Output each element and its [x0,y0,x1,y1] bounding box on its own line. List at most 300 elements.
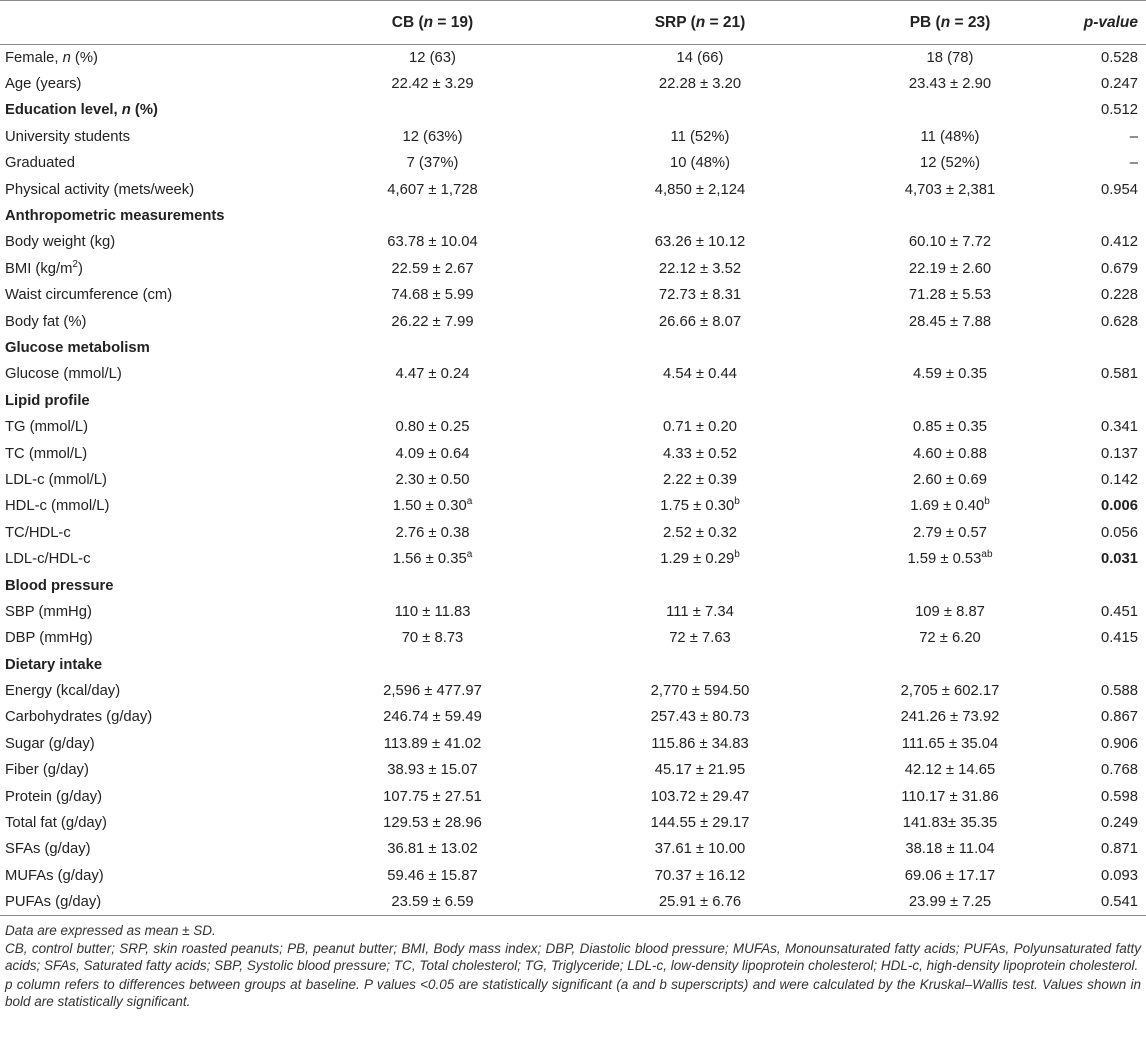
row-label-text: Carbohydrates (g/day) [5,709,153,726]
section-header-row [0,203,1146,229]
table-footnotes [0,916,1146,1010]
cell-p-value-text: 0.598 [1100,788,1138,805]
row-label-text: Dietary intake [5,656,103,673]
row-label-text: BMI (kg/m [5,260,73,277]
table-row [0,757,1146,783]
cell-p-value-text: 0.056 [1100,524,1138,541]
cell-pb-value: 22.19 ± 2.60 [908,260,992,277]
row-label [0,810,290,836]
cell-srp-value: 144.55 ± 29.17 [650,815,750,832]
cell-srp [575,678,825,704]
row-label-text: LDL-c (mmol/L) [5,471,107,488]
cell-pb-value: 12 (52%) [919,155,981,172]
cell-pb [825,783,1075,809]
row-label-text: Glucose metabolism [5,339,150,356]
row-label-text: Female, [5,49,63,66]
cell-p-value-text: 0.247 [1100,76,1138,93]
table-row [0,863,1146,889]
cell-cb-value: 113.89 ± 41.02 [383,735,482,752]
cell-cb [290,256,575,282]
cell-cb [290,388,575,414]
row-label-suffix: (%) [130,102,158,119]
cell-srp [575,440,825,466]
cell-pb [825,71,1075,97]
cell-pb-value: 2.60 ± 0.69 [913,471,987,488]
header-label-cell [0,1,290,45]
cell-p-value [1075,203,1146,229]
cell-p-value-text: 0.588 [1100,683,1138,700]
cell-srp-value: 72 ± 7.63 [669,630,731,647]
cell-srp-value: 1.29 ± 0.29 [660,551,735,568]
cell-pb-value: 4,703 ± 2,381 [904,181,996,198]
cell-srp [575,572,825,598]
cell-pb [825,335,1075,361]
cell-cb [290,335,575,361]
cell-srp [575,229,825,255]
cell-pb-value: 0.85 ± 0.35 [913,419,987,436]
cell-pb [825,731,1075,757]
cell-srp [575,863,825,889]
cell-pb [825,863,1075,889]
row-label-text: MUFAs (g/day) [5,867,104,884]
cell-srp [575,493,825,519]
row-label-text: Waist circumference (cm) [5,287,173,304]
cell-p-value [1075,731,1146,757]
cell-srp-value: 2.22 ± 0.39 [663,471,737,488]
section-header-row [0,335,1146,361]
cell-srp-value: 103.72 ± 29.47 [650,788,750,805]
table-row [0,150,1146,176]
cell-srp [575,335,825,361]
cell-p-value-text: 0.867 [1100,709,1138,726]
row-label [0,229,290,255]
row-label [0,625,290,651]
cell-p-value [1075,176,1146,202]
cell-p-value-text: – [1129,128,1138,145]
section-header-row [0,388,1146,414]
cell-p-value [1075,124,1146,150]
cell-cb-value: 107.75 ± 27.51 [383,788,482,805]
row-label-text: Total fat (g/day) [5,815,107,832]
cell-cb-value: 2.30 ± 0.50 [395,471,470,488]
cell-cb-superscript: a [466,549,473,561]
cell-srp [575,71,825,97]
section-header-row [0,572,1146,598]
cell-pb-value: 1.69 ± 0.40 [910,498,985,515]
cell-cb-value: 12 (63%) [402,128,463,145]
cell-cb [290,493,575,519]
cell-p-value [1075,704,1146,730]
cell-p-value [1075,599,1146,625]
row-label-text: LDL-c/HDL-c [5,551,91,568]
cell-p-value-text: 0.415 [1100,630,1138,647]
cell-cb [290,704,575,730]
row-label-text: Body fat (%) [5,313,87,330]
row-label [0,651,290,677]
cell-cb-value: 22.42 ± 3.29 [391,76,474,93]
cell-pb [825,440,1075,466]
cell-srp-value: 45.17 ± 21.95 [654,762,746,779]
row-label [0,45,290,71]
cell-p-value-text: 0.581 [1100,366,1138,383]
row-label-text: University students [5,128,131,145]
cell-p-value [1075,97,1146,123]
cell-p-value [1075,308,1146,334]
cell-p-value [1075,572,1146,598]
row-label [0,836,290,862]
cell-p-value-text: 0.093 [1100,867,1138,884]
cell-p-value [1075,546,1146,572]
cell-pb [825,493,1075,519]
cell-srp [575,45,825,71]
cell-pb-value: 23.43 ± 2.90 [908,76,992,93]
cell-pb [825,388,1075,414]
table-body [0,45,1146,916]
section-header-row [0,651,1146,677]
cell-pb-superscript: ab [981,549,993,561]
cell-pb [825,361,1075,387]
cell-cb-value: 12 (63) [409,49,456,66]
cell-p-value-text: 0.871 [1100,841,1138,858]
cell-cb-value: 4.47 ± 0.24 [395,366,470,383]
cell-srp-value: 4,850 ± 2,124 [654,181,746,198]
table-row [0,176,1146,202]
cell-pb [825,414,1075,440]
cell-pb-value: 42.12 ± 14.65 [904,762,996,779]
cell-srp-value: 2,770 ± 594.50 [650,683,750,700]
table-row [0,282,1146,308]
row-label-text: Age (years) [5,76,82,93]
cell-cb-value: 2,596 ± 477.97 [383,683,482,700]
cell-p-value-text: 0.451 [1100,603,1138,620]
cell-p-value [1075,282,1146,308]
cell-pb [825,282,1075,308]
cell-pb-value: 2.79 ± 0.57 [913,524,987,541]
cell-p-value-text: – [1129,155,1138,172]
cell-pb-value: 28.45 ± 7.88 [908,313,992,330]
table-header-row [0,1,1146,45]
row-label-text: Energy (kcal/day) [5,683,121,700]
cell-srp [575,783,825,809]
table-row [0,810,1146,836]
cell-pb [825,625,1075,651]
row-label-text: Body weight (kg) [5,234,116,251]
row-label-text: TC (mmol/L) [5,445,88,462]
cell-cb [290,810,575,836]
cell-srp [575,520,825,546]
cell-p-value [1075,361,1146,387]
cell-pb [825,256,1075,282]
row-label [0,335,290,361]
cell-srp [575,176,825,202]
section-header-row [0,97,1146,123]
cell-srp [575,282,825,308]
cell-srp-value: 4.54 ± 0.44 [663,366,737,383]
row-label [0,572,290,598]
cell-p-value [1075,493,1146,519]
cell-cb [290,546,575,572]
cell-srp [575,388,825,414]
row-label [0,203,290,229]
row-label [0,493,290,519]
row-label [0,757,290,783]
cell-srp-superscript: b [734,549,740,561]
cell-pb [825,150,1075,176]
cell-pb [825,599,1075,625]
cell-p-value [1075,467,1146,493]
row-label-text: Protein (g/day) [5,788,103,805]
footnote-p-values: p column refers to differences between groups at baseline. P values <0.05 are statistically significant (a and b superscripts) and were calculated by the Kruskal–Wallis test. Values shown in bold are statistically significant. [5,976,1141,1009]
cell-p-value-text: 0.137 [1100,445,1138,462]
cell-cb-value: 26.22 ± 7.99 [391,313,474,330]
table-row [0,467,1146,493]
row-label [0,282,290,308]
cell-pb-superscript: b [984,496,990,508]
cell-pb-value: 38.18 ± 11.04 [905,841,995,858]
cell-pb-value: 18 (78) [926,49,974,66]
row-label-text: TC/HDL-c [5,524,71,541]
cell-cb-value: 4,607 ± 1,728 [387,181,478,198]
cell-cb-value: 4.09 ± 0.64 [395,445,470,462]
cell-pb-value: 110.17 ± 31.86 [901,788,999,805]
table-row [0,731,1146,757]
cell-p-value [1075,45,1146,71]
cell-cb-value: 1.56 ± 0.35 [392,551,467,568]
cell-pb [825,889,1075,915]
cell-cb-value: 110 ± 11.83 [394,603,471,620]
cell-cb [290,889,575,915]
cell-srp [575,361,825,387]
cell-srp-value: 26.66 ± 8.07 [658,313,742,330]
row-label [0,361,290,387]
table-row [0,493,1146,519]
cell-pb [825,467,1075,493]
cell-p-value [1075,757,1146,783]
cell-p-value [1075,520,1146,546]
row-label-text: SBP (mmHg) [5,603,92,620]
row-label [0,678,290,704]
cell-pb-value: 69.06 ± 17.17 [904,867,996,884]
cell-cb-value: 74.68 ± 5.99 [391,287,474,304]
cell-srp [575,467,825,493]
cell-pb-value: 111.65 ± 35.04 [901,735,999,752]
cell-p-value [1075,229,1146,255]
row-label [0,150,290,176]
cell-p-value [1075,783,1146,809]
table-row [0,440,1146,466]
cell-pb [825,124,1075,150]
row-label-text: Sugar (g/day) [5,735,95,752]
cell-cb-value: 63.78 ± 10.04 [387,234,478,251]
cell-cb-value: 0.80 ± 0.25 [395,419,470,436]
cell-pb-value: 72 ± 6.20 [919,630,981,647]
cell-p-value-text: 0.249 [1100,815,1138,832]
cell-cb [290,203,575,229]
cell-cb [290,467,575,493]
cell-srp [575,810,825,836]
cell-pb [825,572,1075,598]
cell-pb-value: 1.59 ± 0.53 [907,551,982,568]
table-row [0,889,1146,915]
cell-p-value [1075,889,1146,915]
cell-p-value [1075,810,1146,836]
row-label [0,388,290,414]
cell-pb-value: 4.59 ± 0.35 [913,366,987,383]
cell-cb [290,757,575,783]
row-label [0,599,290,625]
row-label-text: Lipid profile [5,392,90,409]
row-label [0,467,290,493]
cell-srp [575,97,825,123]
cell-srp [575,836,825,862]
cell-srp-value: 115.86 ± 34.83 [651,735,749,752]
cell-srp-value: 111 ± 7.34 [666,603,734,620]
cell-p-value-text: 0.412 [1100,234,1138,251]
row-label-text: Graduated [5,155,75,172]
cell-p-value [1075,625,1146,651]
cell-cb-value: 59.46 ± 15.87 [387,867,478,884]
cell-p-value [1075,256,1146,282]
cell-srp [575,150,825,176]
cell-pb-value: 2,705 ± 602.17 [900,683,1000,700]
table-row [0,414,1146,440]
row-label-text: SFAs (g/day) [5,841,91,858]
cell-cb [290,520,575,546]
cell-srp [575,599,825,625]
row-label-text: Education level, [5,102,122,119]
cell-cb-value: 129.53 ± 28.96 [383,815,482,832]
cell-cb [290,229,575,255]
cell-cb [290,176,575,202]
row-label [0,124,290,150]
table-row [0,229,1146,255]
cell-cb [290,783,575,809]
row-label [0,440,290,466]
header-pb: PB (n = 23) [825,1,1075,45]
cell-srp [575,546,825,572]
cell-pb [825,836,1075,862]
cell-cb-value: 246.74 ± 59.49 [383,709,482,726]
cell-cb [290,440,575,466]
cell-p-value [1075,863,1146,889]
cell-cb-superscript: a [466,496,473,508]
row-label [0,414,290,440]
cell-p-value-text: 0.628 [1100,313,1138,330]
table-row [0,124,1146,150]
cell-cb [290,863,575,889]
cell-cb [290,678,575,704]
table-row [0,546,1146,572]
row-label-italic: n [62,49,71,66]
cell-srp-value: 37.61 ± 10.00 [654,841,746,858]
cell-srp [575,625,825,651]
row-label-text: Glucose (mmol/L) [5,366,122,383]
cell-cb [290,124,575,150]
table-row [0,71,1146,97]
cell-pb-value: 4.60 ± 0.88 [913,445,987,462]
cell-srp [575,308,825,334]
row-label [0,97,290,123]
cell-pb-value: 60.10 ± 7.72 [908,234,992,251]
cell-srp-value: 11 (52%) [670,128,730,145]
cell-p-value [1075,440,1146,466]
cell-pb-value: 11 (48%) [920,128,980,145]
footnote-abbreviations: CB, control butter; SRP, skin roasted peanuts; PB, peanut butter; BMI, Body mass index; DBP, Diastolic blood pressure; MUFAs, Monounsaturated fatty acids; PUFAs, Polyunsaturated fatty acids; SFAs, Saturated fatty acids; SBP, Systolic blood pressure; TC, Total cholesterol; TG, Triglyceride; LDL-c, low-density lipoprotein cholesterol; HDL-c, high-density lipoprotein cholesterol. [5,941,1141,974]
row-label-text: Anthropometric measurements [5,208,225,225]
row-label [0,546,290,572]
cell-cb [290,71,575,97]
cell-cb [290,282,575,308]
cell-srp-value: 63.26 ± 10.12 [654,234,746,251]
table-row [0,599,1146,625]
cell-p-value [1075,150,1146,176]
cell-p-value [1075,71,1146,97]
cell-p-value-text: 0.031 [1100,551,1138,568]
cell-p-value-text: 0.512 [1100,102,1138,119]
cell-srp [575,731,825,757]
cell-cb-value: 70 ± 8.73 [401,630,464,647]
row-label [0,176,290,202]
cell-pb [825,810,1075,836]
cell-srp [575,124,825,150]
row-label-superscript: 2 [72,258,78,270]
cell-srp-value: 14 (66) [676,49,724,66]
cell-p-value [1075,678,1146,704]
cell-pb [825,176,1075,202]
cell-pb-value: 241.26 ± 73.92 [900,709,1000,726]
cell-srp [575,757,825,783]
header-cb: CB (n = 19) [290,1,575,45]
cell-cb-value: 1.50 ± 0.30 [392,498,467,515]
cell-cb [290,731,575,757]
cell-p-value-text: 0.541 [1100,893,1138,910]
cell-cb [290,651,575,677]
table-row [0,361,1146,387]
cell-pb [825,45,1075,71]
row-label-text: Blood pressure [5,577,114,594]
cell-p-value-text: 0.906 [1100,735,1138,752]
cell-pb [825,546,1075,572]
table-row [0,783,1146,809]
cell-srp [575,203,825,229]
cell-srp-value: 1.75 ± 0.30 [660,498,735,515]
cell-srp [575,651,825,677]
row-label [0,308,290,334]
row-label-text: HDL-c (mmol/L) [5,498,110,515]
cell-cb [290,572,575,598]
cell-cb-value: 38.93 ± 15.07 [387,762,478,779]
header-p-value: p-value [1075,1,1146,45]
cell-p-value-text: 0.768 [1100,762,1138,779]
cell-p-value-text: 0.006 [1100,498,1138,515]
row-label [0,863,290,889]
cell-srp-superscript: b [734,496,740,508]
cell-p-value-text: 0.679 [1100,260,1138,277]
cell-srp-value: 10 (48%) [669,155,731,172]
cell-srp [575,704,825,730]
cell-p-value [1075,414,1146,440]
cell-srp [575,889,825,915]
row-label-text: TG (mmol/L) [5,419,89,436]
row-label-text: DBP (mmHg) [5,630,93,647]
row-label-text: Physical activity (mets/week) [5,181,195,198]
cell-pb [825,229,1075,255]
cell-p-value-text: 0.954 [1100,181,1138,198]
cell-srp-value: 4.33 ± 0.52 [663,445,737,462]
cell-srp-value: 2.52 ± 0.32 [663,524,737,541]
cell-cb [290,599,575,625]
cell-pb [825,520,1075,546]
